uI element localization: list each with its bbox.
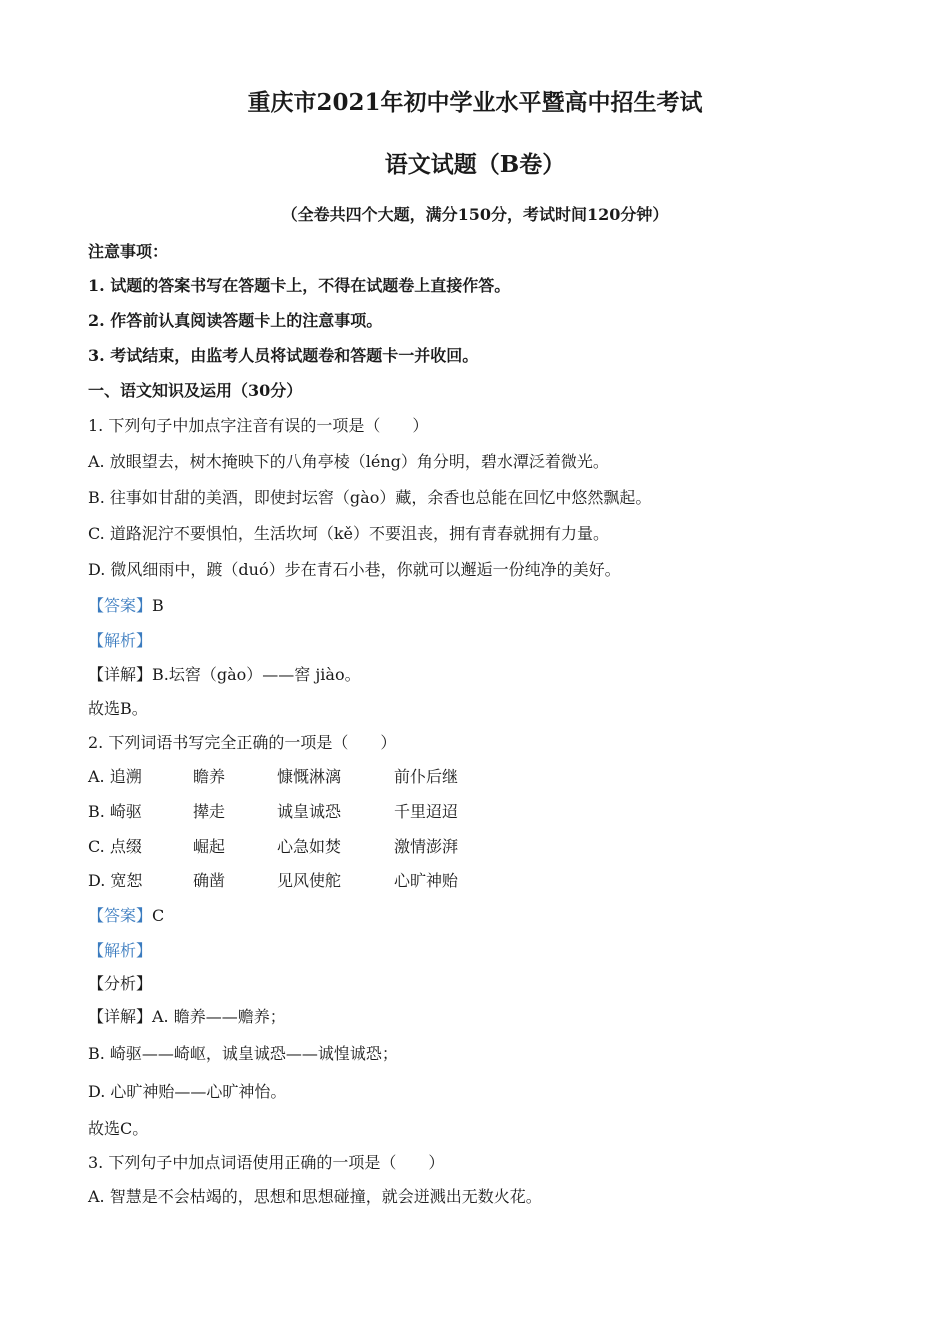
q2-row-d [88,871,458,891]
q2-detail-3: D. 心旷神贻——心旷神怡。 [88,1082,287,1101]
q2-row-a [88,767,458,787]
q2-word: D. 宽恕 [88,871,143,890]
q1-option-a: A. 放眼望去，树木掩映下的八角亭棱（léng）角分明，碧水潭泛着微光。 [88,452,609,471]
q3-option-a: A. 智慧是不会枯竭的，思想和思想碰撞，就会迸溅出无数火花。 [88,1187,542,1206]
notice-item-1: 1. 试题的答案书写在答题卡上，不得在试题卷上直接作答。 [88,276,511,295]
q2-answer [88,906,164,926]
q2-word: C. 点缀 [88,837,142,856]
q2-word: 慷慨淋漓 [277,767,342,786]
answer-tag: 【答案】 [88,906,153,925]
q1-option-d: D. 微风细雨中，踱（duó）步在青石小巷，你就可以邂逅一份纯净的美好。 [88,560,621,579]
q2-row-c [88,837,458,857]
q2-word: 见风使舵 [277,871,342,890]
q2-word: 撵走 [193,802,226,821]
q2-row-b [88,802,458,822]
q1-conclusion: 故选B。 [88,699,148,718]
q1-option-c: C. 道路泥泞不要惧怕，生活坎坷（kě）不要沮丧，拥有青春就拥有力量。 [88,524,610,543]
q2-fenxi: 【分析】 [88,974,153,993]
q1-stem: 1. 下列句子中加点字注音有误的一项是（ ） [88,416,429,435]
notice-item-2: 2. 作答前认真阅读答题卡上的注意事项。 [88,311,383,330]
notice-heading: 注意事项： [88,242,169,261]
q1-answer [88,596,164,616]
q2-word: 确凿 [193,871,226,890]
q2-conclusion: 故选C。 [88,1119,149,1138]
q2-word: A. 追溯 [88,767,142,786]
q2-word: 崛起 [193,837,226,856]
q2-analysis-tag: 【解析】 [88,941,153,960]
q1-detail: 【详解】B.坛窖（gào）——窖 jiào。 [88,665,361,684]
exam-note: （全卷共四个大题，满分150分，考试时间120分钟） [281,205,669,224]
q2-word: 诚皇诚恐 [277,802,342,821]
exam-subtitle: 语文试题（B卷） [384,151,566,178]
exam-title: 重庆市2021年初中学业水平暨高中招生考试 [247,89,703,116]
q2-stem: 2. 下列词语书写完全正确的一项是（ ） [88,733,397,752]
q2-word: 瞻养 [193,767,226,786]
q2-word: 前仆后继 [394,767,459,786]
q1-option-b: B. 往事如甘甜的美酒，即使封坛窖（gào）藏，余香也总能在回忆中悠然飘起。 [88,488,652,507]
q2-word: B. 崎驱 [88,802,142,821]
answer-value: C [152,906,165,925]
answer-value: B [152,596,164,615]
q3-stem: 3. 下列句子中加点词语使用正确的一项是（ ） [88,1153,445,1172]
section-heading: 一、语文知识及运用（30分） [88,381,303,400]
answer-tag: 【答案】 [88,596,153,615]
q1-analysis-tag: 【解析】 [88,631,153,650]
q2-word: 心急如焚 [277,837,342,856]
q2-detail-2: B. 崎驱——崎岖，诚皇诚恐——诚惶诚恐； [88,1044,398,1063]
q2-word: 激情澎湃 [394,837,459,856]
q2-detail: 【详解】A. 瞻养——赡养； [88,1007,286,1026]
q2-word: 心旷神贻 [394,871,459,890]
q2-word: 千里迢迢 [394,802,459,821]
notice-item-3: 3. 考试结束，由监考人员将试题卷和答题卡一并收回。 [88,346,479,365]
